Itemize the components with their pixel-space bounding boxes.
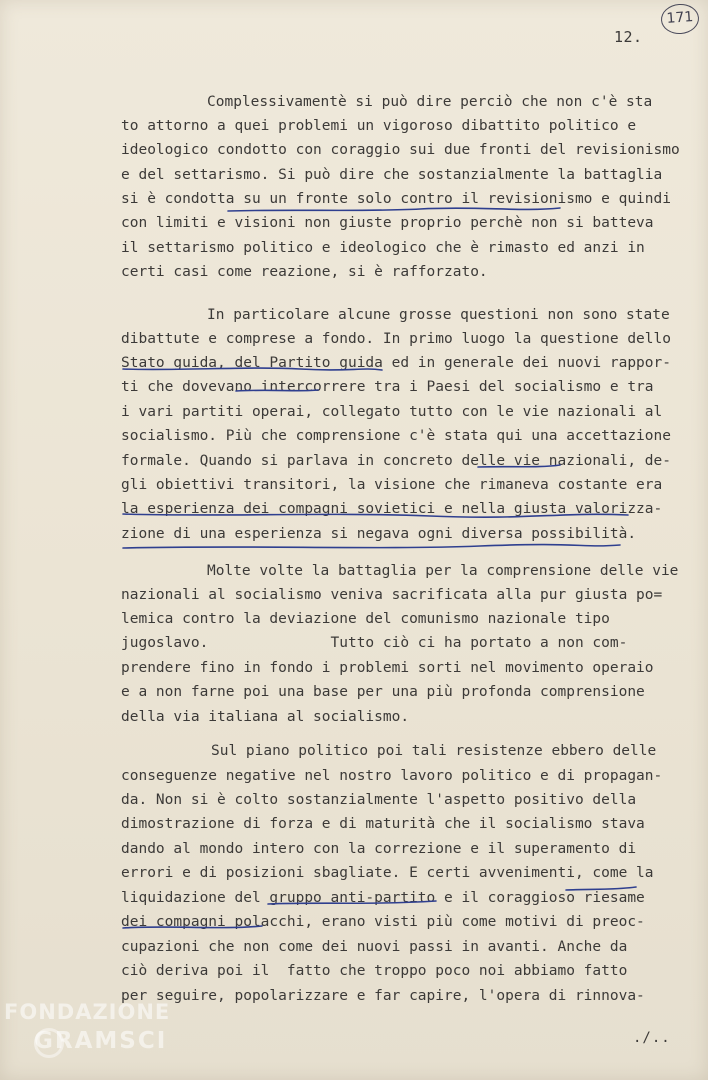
archive-number-stamp: 171 — [660, 3, 700, 36]
text-line: ideologico condotto con coraggio sui due fronti del revisionismo — [121, 142, 680, 158]
text-line: e a non farne poi una base per una più profonda comprensione — [121, 684, 645, 700]
text-line: socialismo. Più che comprensione c'è stata qui una accettazione — [121, 428, 671, 444]
text-line: jugoslavo. Tutto ciò ci ha portato a non com- — [121, 635, 628, 651]
text-line: cupazioni che non come dei nuovi passi in avanti. Anche da — [121, 939, 628, 955]
text-line: nazionali al socialismo veniva sacrificata alla pur giusta po= — [121, 587, 663, 603]
page-number: 12. — [614, 28, 643, 46]
text-line: il settarismo politico e ideologico che è rimasto ed anzi in — [121, 240, 645, 256]
text-line: i vari partiti operai, collegato tutto con le vie nazionali al — [121, 404, 663, 420]
text-line: gli obiettivi transitori, la visione che rimaneva costante era — [121, 477, 663, 493]
text-line: formale. Quando si parlava in concreto delle vie nazionali, de- — [121, 453, 671, 469]
text-line: ciò deriva poi il fatto che troppo poco noi abbiamo fatto — [121, 963, 628, 979]
text-line: lemica contro la deviazione del comunismo nazionale tipo — [121, 611, 610, 627]
text-line: liquidazione del gruppo anti-partito e il coraggioso riesame — [121, 890, 645, 906]
watermark-gramsci-text: GRAMSCI — [34, 1028, 168, 1054]
text-line: la esperienza dei compagni sovietici e nella giusta valorizza- — [121, 501, 663, 517]
text-line: e del settarismo. Si può dire che sostanzialmente la battaglia — [121, 167, 663, 183]
text-line: certi casi come reazione, si è rafforzato. — [121, 264, 488, 280]
text-line: to attorno a quei problemi un vigoroso dibattito politico e — [121, 118, 637, 134]
text-line: Molte volte la battaglia per la comprensione delle vie — [207, 563, 679, 579]
watermark-foundation-text: FONDAZIONE — [4, 1000, 171, 1024]
text-line: Stato guida, del Partito guida ed in generale dei nuovi rappor- — [121, 355, 671, 371]
archive-watermark — [0, 1000, 190, 1072]
text-line: della via italiana al socialismo. — [121, 709, 410, 725]
continuation-mark: ./.. — [633, 1030, 671, 1046]
text-line: per seguire, popolarizzare e far capire, l'opera di rinnova- — [121, 988, 645, 1004]
text-line: dibattute e comprese a fondo. In primo luogo la questione dello — [121, 331, 671, 347]
text-line: dimostrazione di forza e di maturità che il socialismo stava — [121, 816, 645, 832]
text-line: si è condotta su un fronte solo contro il revisionismo e quindi — [121, 191, 671, 207]
text-line: prendere fino in fondo i problemi sorti nel movimento operaio — [121, 660, 654, 676]
text-line: con limiti e visioni non giuste proprio perchè non si batteva — [121, 215, 654, 231]
text-line: In particolare alcune grosse questioni non sono state — [207, 307, 670, 323]
text-line: dando al mondo intero con la correzione e il superamento di — [121, 841, 637, 857]
text-line: conseguenze negative nel nostro lavoro politico e di propagan- — [121, 768, 663, 784]
text-line: ti che dovevano intercorrere tra i Paesi del socialismo e tra — [121, 379, 654, 395]
text-line: Sul piano politico poi tali resistenze ebbero delle — [211, 743, 657, 759]
text-line: zione di una esperienza si negava ogni diversa possibilità. — [121, 526, 637, 542]
text-line: dei compagni polacchi, erano visti più come motivi di preoc- — [121, 914, 645, 930]
text-line: Complessivamentè si può dire perciò che non c'è sta — [207, 94, 653, 110]
text-line: errori e di posizioni sbagliate. E certi avvenimenti, come la — [121, 865, 654, 881]
text-line: da. Non si è colto sostanzialmente l'aspetto positivo della — [121, 792, 637, 808]
